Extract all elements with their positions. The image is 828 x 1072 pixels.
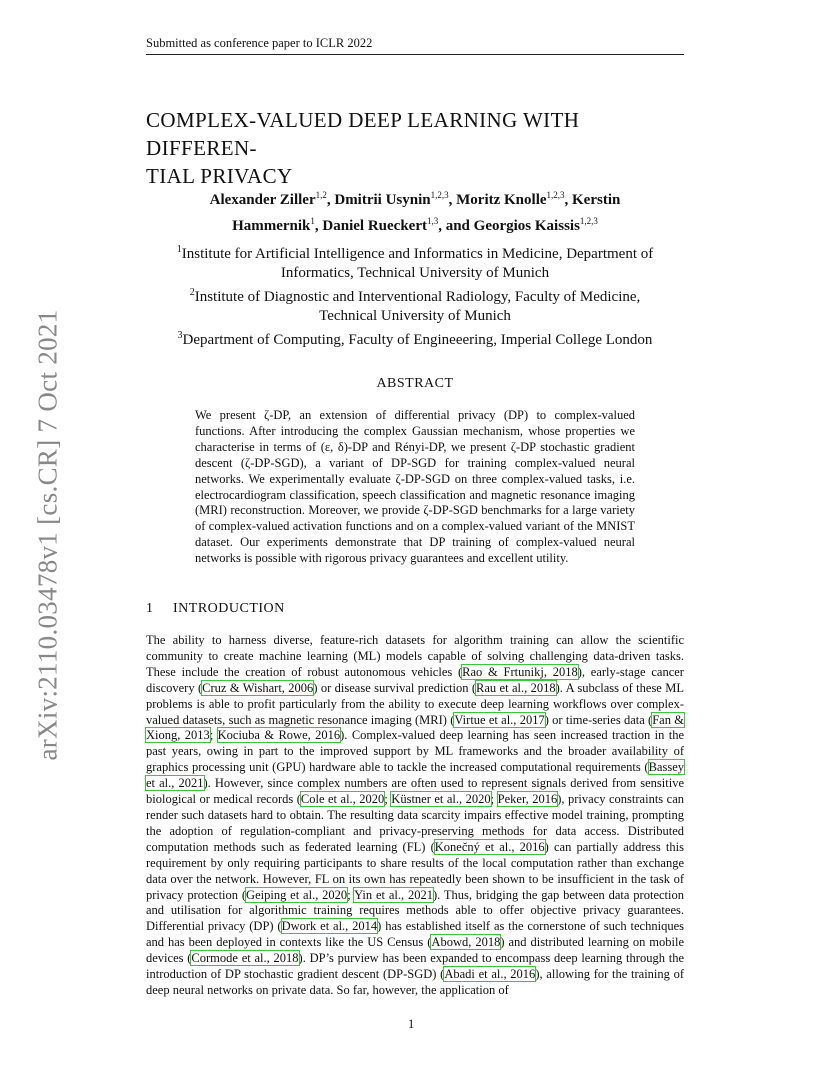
affiliation-line: Informatics, Technical University of Munich (280, 265, 550, 281)
author-affil-sup: 1,2,3 (430, 190, 449, 200)
citation-link[interactable]: Rao & Frtunikj, 2018 (462, 664, 578, 679)
citation-link[interactable]: Dwork et al., 2014 (281, 919, 378, 934)
citation-link[interactable]: Abadi et al., 2016 (444, 967, 536, 982)
author-name: and Georgios Kaissis (445, 218, 580, 234)
citation-link[interactable]: Konečný et al., 2016 (434, 839, 545, 854)
citation-link[interactable]: Küstner et al., 2020 (391, 792, 491, 807)
affiliation-line: $^3$Department of Computing, Faculty of Engineeering, Imperial College London (177, 330, 653, 348)
affiliation-line: Technical University of Munich (319, 308, 511, 324)
author-name: Hammernik (232, 218, 311, 234)
author-name: Daniel Rueckert (322, 218, 427, 234)
citation-link[interactable]: Bassey et al., 2021 (146, 760, 684, 791)
citation-link[interactable]: Abowd, 2018 (431, 935, 501, 950)
abstract-heading: ABSTRACT (376, 376, 454, 391)
affiliations (146, 240, 684, 350)
citation-link[interactable]: Kociuba & Rowe, 2016 (217, 728, 341, 743)
header-rule (146, 54, 684, 55)
author-list (146, 185, 684, 237)
citation-link[interactable]: Virtue et al., 2017 (454, 712, 545, 727)
affiliation-number: 1 (176, 244, 182, 255)
page-number: 1 (408, 1017, 415, 1031)
author-affil-sup: 1,2 (315, 190, 327, 200)
introduction-paragraph: The ability to harness diverse, feature-rich datasets for algorithm training can allow the scientific community to create machine learning (ML) models capable of solving challenging data-driven tasks. These include the creation of robust autonomous vehicles (Rao & Frtunikj, 2018), early-stage cancer discovery (Cruz & Wishart, 2006) or disease survival prediction (Rau et al., 2018). A subclass of these ML problems is able to profit particularly from the ability to execute deep learning workflows over complex-valued datasets, such as magnetic resonance imaging (MRI) (Virtue et al., 2017) or time-series data (Fan & Xiong, 2013; Kociuba & Rowe, 2016). Complex-valued deep learning has seen increased traction in the past years, owing in part to the improved support by ML frameworks and the broader availability of graphics processing unit (GPU) hardware able to tackle the increased computational requirements (Bassey et al., 2021). However, since complex numbers are often used to represent signals derived from sensitive biological or medical records (Cole et al., 2020; Küstner et al., 2020; Peker, 2016), privacy constraints can render such datasets hard to obtain. The resulting data scarcity impairs effective model training, prompting the adoption of regulation-compliant and privacy-preserving methods for data access. Distributed computation methods such as federated learning (FL) (Konečný et al., 2016) can partially address this requirement by only requiring participants to share results of the local computation rather than exchange data over the network. However, FL on its own has repeatedly been shown to be insufficient in the task of privacy protection (Geiping et al., 2020; Yin et al., 2021). Thus, bridging the gap between data protection and utilisation for algorithmic training requires methods able to offer objective privacy guarantees. Differential privacy (DP) (Dwork et al., 2014) has established itself as the cornerstone of such techniques and has been deployed in contexts like the US Census (Abowd, 2018) and distributed learning on mobile devices (Cormode et al., 2018). DP’s purview has been expanded to encompass deep learning through the introduction of DP stochastic gradient descent (DP-SGD) (Abadi et al., 2016), allowing for the training of deep neural networks on private data. So far, however, the application of (146, 633, 685, 997)
citation-link[interactable]: Cormode et al., 2018 (191, 951, 299, 966)
citation-link[interactable]: Geiping et al., 2020 (246, 887, 348, 902)
author-line-2: Hammernik$^1$, Daniel Rueckert$^{1,3}$, and Georgios Kaissis$^{1,2,3}$ (232, 216, 598, 234)
affiliation-line: $^2$Institute of Diagnostic and Interventional Radiology, Faculty of Medicine, (189, 287, 641, 305)
citation-link[interactable]: Cruz & Wishart, 2006 (202, 680, 314, 695)
title-line-2: TIAL PRIVACY (146, 164, 293, 188)
author-name: Alexander Ziller (209, 192, 316, 208)
abstract-body: We present ζ-DP, an extension of differential privacy (DP) to complex-valued functions. After introducing the complex Gaussian mechanism, whose properties we characterise in terms of (ε, δ)-DP and Rényi-DP, we present ζ-DP stochastic gradient descent (ζ-DP-SGD), a variant of DP-SGD for training complex-valued neural networks. We experimentally evaluate ζ-DP-SGD on three complex-valued tasks, i.e. electrocardiogram classification, speech classification and magnetic resonance imaging (MRI) reconstruction. Moreover, we provide ζ-DP-SGD benchmarks for a large variety of complex-valued activation functions and on a complex-valued variant of the MNIST dataset. Our experiments demonstrate that DP training of complex-valued neural networks is possible with rigorous privacy guarantees and excellent utility. (195, 408, 635, 566)
section-title: INTRODUCTION (173, 601, 285, 616)
title-line-1: COMPLEX-VALUED DEEP LEARNING WITH DIFFEREN- (146, 108, 580, 160)
author-affil-sup: 1 (310, 216, 315, 226)
author-affil-sup: 1,2,3 (546, 190, 565, 200)
running-header: Submitted as conference paper to ICLR 2022 (146, 36, 373, 50)
citation-link[interactable]: Cole et al., 2020 (300, 792, 385, 807)
citation-link[interactable]: Peker, 2016 (497, 792, 558, 807)
author-name: Dmitrii Usynin (334, 192, 431, 208)
author-affil-sup: 1,3 (426, 216, 439, 226)
affiliation-number: 3 (177, 330, 183, 341)
citation-link[interactable]: Fan & Xiong, 2013 (146, 712, 684, 743)
author-line-1: Alexander Ziller$^{1,2}$, Dmitrii Usynin$^{1,2,3}$, Moritz Knolle$^{1,2,3}$, Kerstin (209, 190, 621, 208)
citation-link[interactable]: Yin et al., 2021 (354, 887, 433, 902)
citation-link[interactable]: Rau et al., 2018 (476, 680, 556, 695)
paper-title (146, 106, 686, 190)
affiliation-number: 2 (189, 287, 195, 298)
arxiv-stamp: arXiv:2110.03478v1 [cs.CR] 7 Oct 2021 (32, 309, 63, 761)
author-name: Kerstin (572, 192, 621, 208)
author-name: Moritz Knolle (456, 192, 547, 208)
section-number: 1 (146, 601, 153, 616)
affiliation-line: $^1$Institute for Artificial Intelligence and Informatics in Medicine, Department of (176, 244, 654, 262)
author-affil-sup: 1,2,3 (579, 216, 598, 226)
